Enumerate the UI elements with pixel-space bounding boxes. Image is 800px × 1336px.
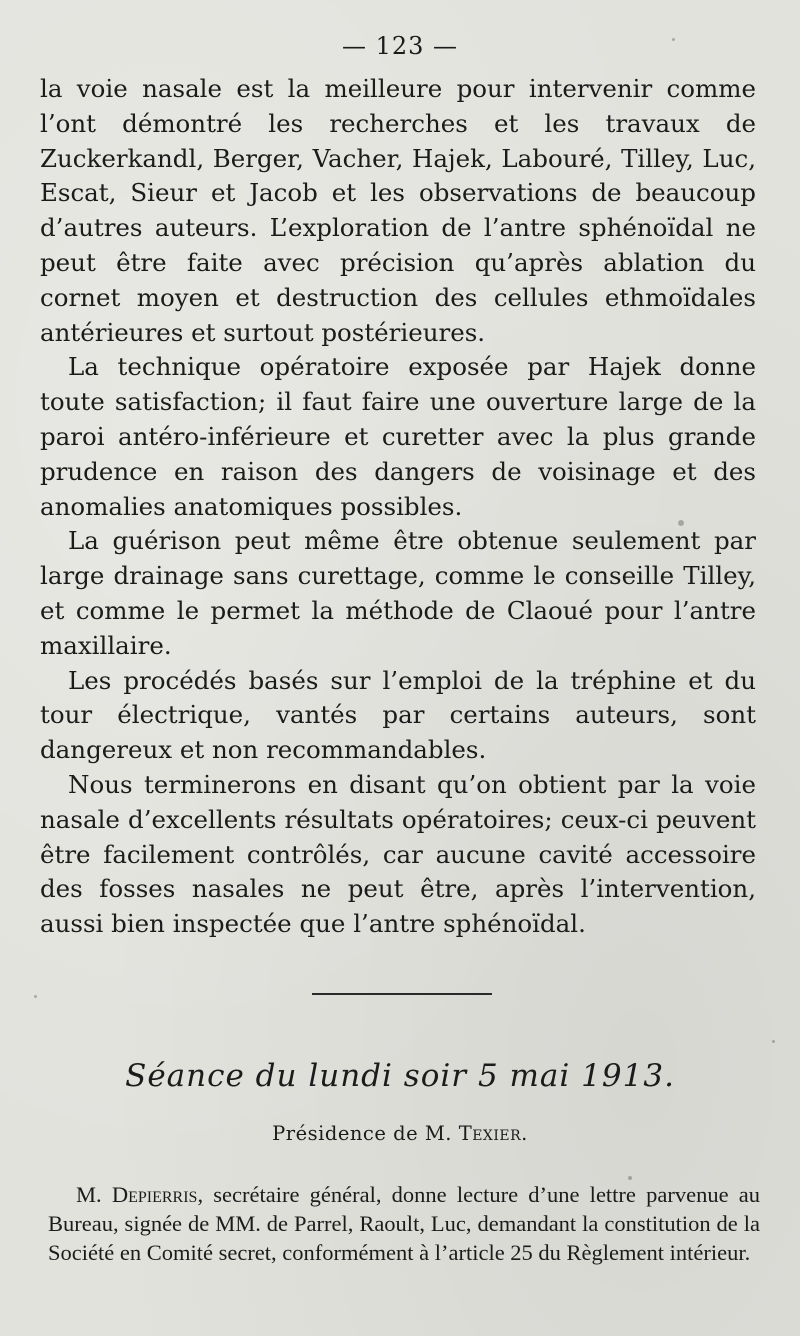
secretary-name: Depierris (111, 1182, 198, 1207)
paragraph-conclusion: Nous terminerons en disant qu’on obtient par la voie nasale d’excellents résultats opératoires; ceux-ci peuvent être facilement contrôlés, car aucune cavité accessoire des fosses nasales ne peut être, après l’intervention, aussi bien inspectée que l’antre sphénoïdal. (40, 769, 756, 939)
paper-speck (672, 38, 675, 41)
presidence-line (0, 1122, 800, 1145)
paragraph-procedes: Les procédés basés sur l’emploi de la tréphine et du tour électrique, vantés par certains auteurs, sont dangereux et non recommandables. (40, 665, 756, 765)
minutes-body: , secrétaire général, donne lecture d’une lettre parvenue au Bureau, signée de MM. de Parrel, Raoult, Luc, demandant la constitution de la Société en Comité secret, conformément à l’article 25 du Règlement intérieur. (48, 1182, 760, 1265)
paragraph-technique: La technique opératoire exposée par Hajek donne toute satisfaction; il faut faire une ouverture large de la paroi antéro-inférieure et curetter avec la plus grande prudence en raison des dangers de voisinage et des anomalies anatomiques possibles. (40, 352, 756, 521)
minutes-text (48, 1180, 760, 1267)
body-text (40, 72, 756, 942)
minutes-paragraph (48, 1180, 760, 1267)
paragraph-continuation: la voie nasale est la meilleure pour intervenir comme l’ont démontré les recherches et les travaux de Zuckerkandl, Berger, Vacher, Hajek, Labouré, Tilley, Luc, Escat, Sieur et Jacob et les observations de beaucoup d’autres auteurs. L’exploration de l’antre sphénoïdal ne peut être faite avec précision qu’après ablation du cornet moyen et destruction des cellules ethmoïdales antérieures et surtout postérieures. (40, 74, 756, 347)
paragraph-guerison: La guérison peut même être obtenue seulement par large drainage sans curettage, comme le conseille Tilley, et comme le permet la méthode de Claoué pour l’antre maxillaire. (40, 526, 756, 660)
paper-speck (772, 1040, 775, 1043)
president-name: Texier (458, 1122, 522, 1145)
paper-speck (628, 1176, 632, 1180)
section-divider (312, 993, 492, 995)
paper-speck (678, 520, 684, 526)
session-title: Séance du lundi soir 5 mai 1913. (125, 1058, 675, 1094)
paper-speck (34, 995, 37, 998)
presidence-suffix: . (521, 1122, 528, 1145)
minutes-prefix: M. (76, 1182, 102, 1207)
presidence-prefix: Présidence de M. (272, 1122, 452, 1145)
page-number: — 123 — (341, 32, 459, 60)
